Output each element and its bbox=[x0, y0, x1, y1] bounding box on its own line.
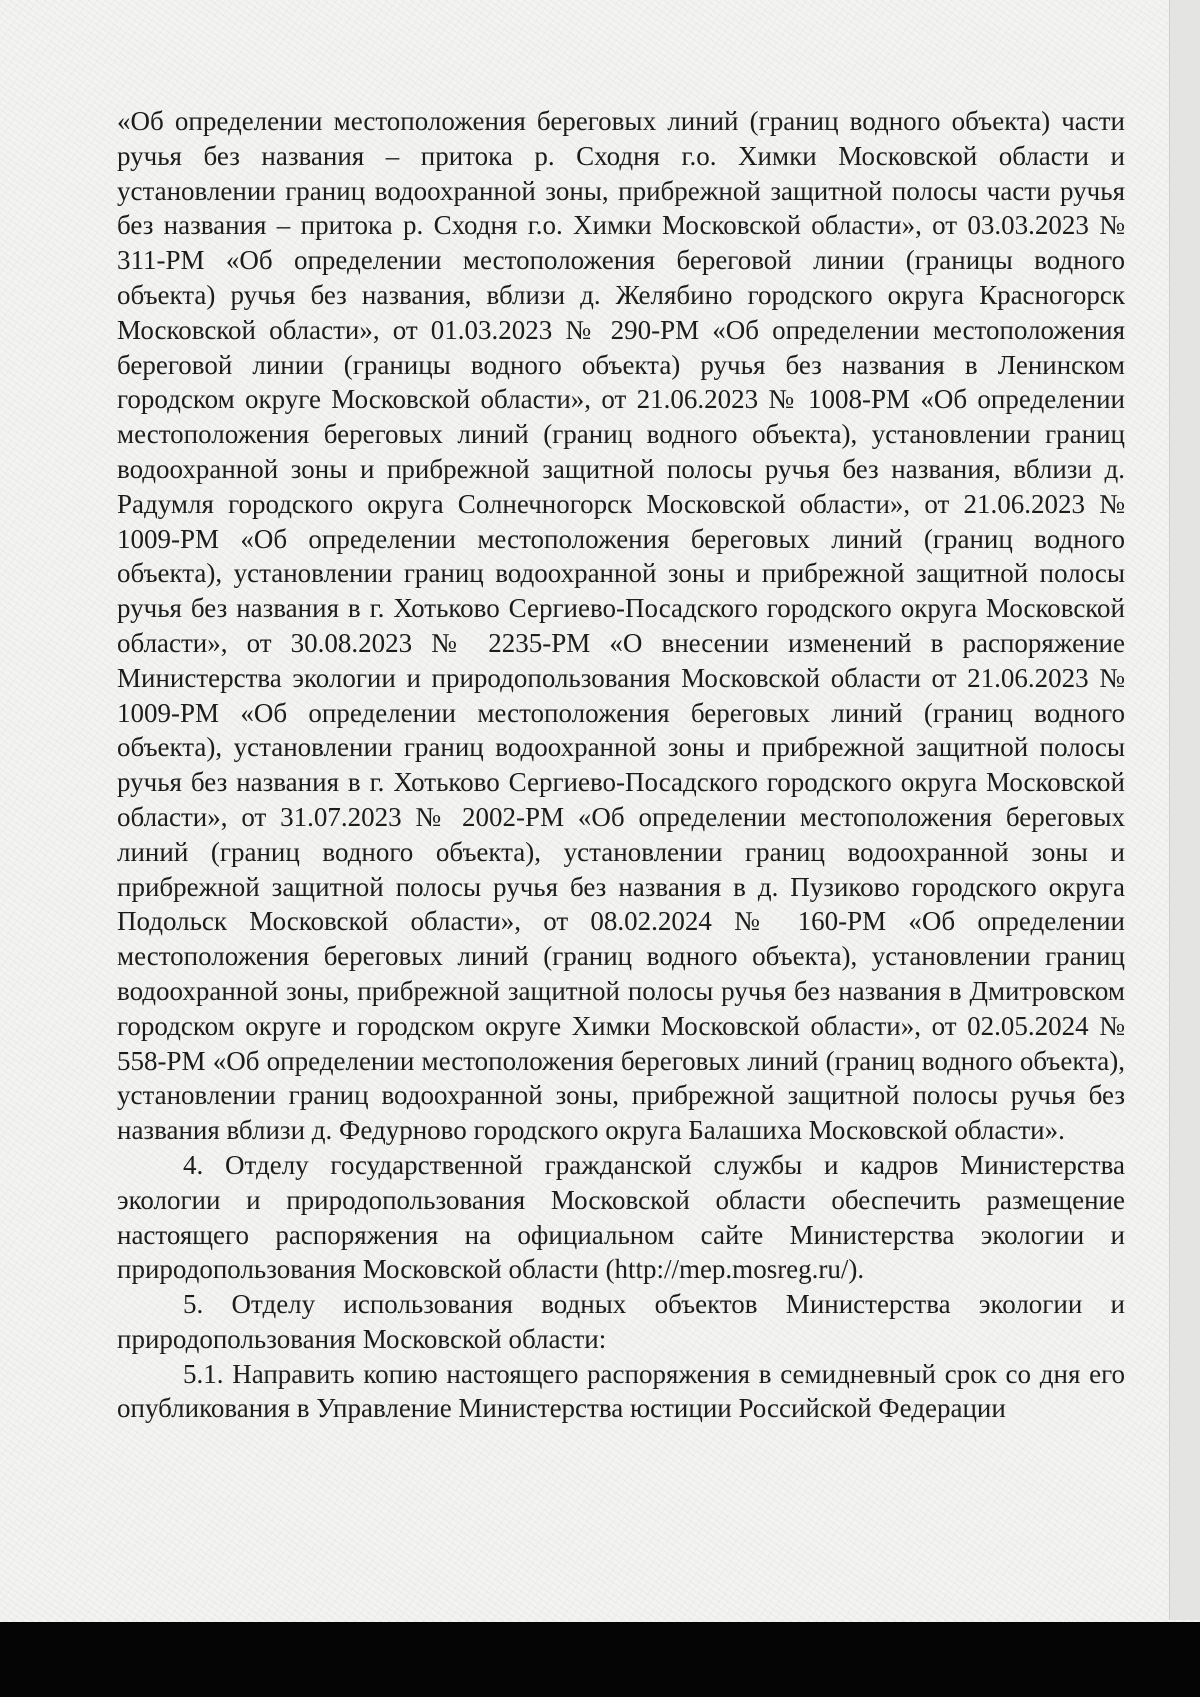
scan-bottom-black-bar bbox=[0, 1622, 1200, 1697]
paragraph-item-5-1: 5.1. Направить копию настоящего распоряжения в семидневный срок со дня его опубликования в Управление Министерства юстиции Российской Федерации bbox=[117, 1358, 1125, 1424]
scan-right-edge bbox=[1169, 0, 1200, 1620]
paragraph-item-4: 4. Отделу государственной гражданской службы и кадров Министерства экологии и природопользования Московской области обеспечить размещение настоящего распоряжения на официальном сайте Министерства экологии и природопользования Московской области (http://mep.mosreg.ru/). bbox=[117, 1149, 1125, 1285]
paragraph-list-continuation: «Об определении местоположения береговых линий (границ водного объекта) части ручья без названия – притока р. Сходня г.о. Химки Московской области и установлении границ водоохранной зоны, прибрежной защитной полосы части ручья без названия – притока р. Сходня г.о. Химки Московской области», от 03.03.2023 № 311-РМ «Об определении местоположения береговой линии (границы водного объекта) ручья без названия, вблизи д. Желябино городского округа Красногорск Московской области», от 01.03.2023 № 290-РМ «Об определении местоположения береговой линии (границы водного объекта) ручья без названия в Ленинском городском округе Московской области», от 21.06.2023 № 1008-РМ «Об определении местоположения береговых линий (границ водного объекта), установлении границ водоохранной зоны и прибрежной защитной полосы ручья без названия, вблизи д. Радумля городского округа Солнечногорск Московской области», от 21.06.2023 № 1009-РМ «Об определении местоположения береговых линий (границ водного объекта), установлении границ водоохранной зоны и прибрежной защитной полосы ручья без названия в г. Хотьково Сергиево-Посадского городского округа Московской области», от 30.08.2023 № 2235-РМ «О внесении изменений в распоряжение Министерства экологии и природопользования Московской области от 21.06.2023 № 1009-РМ «Об определении местоположения береговых линий (границ водного объекта), установлении границ водоохранной зоны и прибрежной защитной полосы ручья без названия в г. Хотьково Сергиево-Посадского городского округа Московской области», от 31.07.2023 № 2002-РМ «Об определении местоположения береговых линий (границ водного объекта), установлении границ водоохранной зоны и прибрежной защитной полосы ручья без названия в д. Пузиково городского округа Подольск Московской области», от 08.02.2024 № 160-РМ «Об определении местоположения береговых линий (границ водного объекта), установлении границ водоохранной зоны, прибрежной защитной полосы ручья без названия в Дмитровском городском округе и городском округе Химки Московской области», от 02.05.2024 № 558-РМ «Об определении местоположения береговых линий (границ водного объекта), установлении границ водоохранной зоны, прибрежной защитной полосы ручья без названия вблизи д. Федурново городского округа Балашиха Московской области». bbox=[117, 106, 1125, 1146]
document-body bbox=[117, 104, 1125, 1426]
paragraph-item-5: 5. Отделу использования водных объектов Министерства экологии и природопользования Московской области: bbox=[117, 1289, 1125, 1354]
